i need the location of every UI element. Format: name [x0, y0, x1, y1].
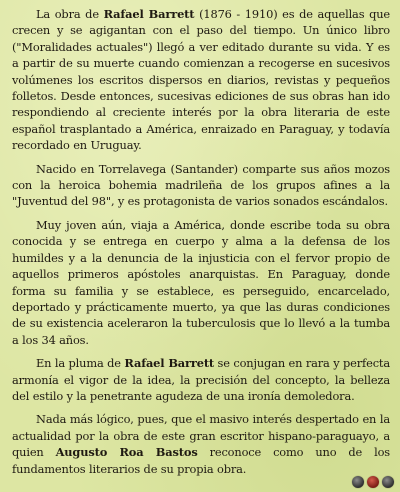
text-segment: se conjugan en rara y perfecta armonía el vigor de la idea, la precisión del concepto, la belleza del estilo y la penetrante agudeza de una ironía demoledora.: [12, 356, 390, 403]
gray-dot-icon: [352, 476, 364, 488]
paragraph-4: [12, 355, 390, 404]
text-segment: La obra de: [36, 7, 104, 21]
roa-bastos-name: Augusto Roa Bastos: [55, 445, 198, 460]
text-body: [12, 6, 390, 484]
red-dot-icon: [367, 476, 379, 488]
text-segment: En la pluma de: [36, 356, 125, 371]
author-name: Rafael Barrett: [124, 356, 215, 371]
text-segment: Nacido en Torrelavega (Santander) comparte sus años mozos con la heroica bohemia madrileña de los grupos afines a la "Juventud del 98", y es protagonista de varios sonados escándalos.: [12, 161, 390, 209]
author-name: Rafael Barrett: [103, 7, 195, 21]
paragraph-1: [12, 6, 390, 154]
paragraph-2: [12, 161, 390, 210]
gray-dot-icon: [382, 476, 394, 488]
paragraph-3: [12, 217, 390, 348]
text-segment: Nada más lógico, pues, que el masivo interés despertado en la actualidad por la obra de este gran escritor hispano-paraguayo, a quien: [12, 412, 390, 460]
text-segment: Muy joven aún, viaja a América, donde escribe toda su obra conocida y se entrega en cuerpo y alma a la defensa de los humildes y a la denuncia de la injusticia con el fervor propio de aquellos primeros apóstoles anarquistas. En Paraguay, donde forma su familia y se establece, es perseguido, encarcelado, deportado y prácticamente muerto, ya que las duras condiciones de su existencia aceleraron la tuberculosis que lo llevó a la tumba a los 34 años.: [12, 217, 390, 347]
paragraph-5: [12, 411, 390, 477]
text-segment: (1876 - 1910) es de aquellas que crecen y se agigantan con el paso del tiempo. Un único libro ("Moralidades actuales") llegó a ver editado durante su vida. Y es a partir de su muerte cuando comienzan a recogerse en sucesivos volúmenes los escritos dispersos en diarios, revistas y pequeños folletos. Desde entonces, sucesivas ediciones de sus obras han ido respondiendo al creciente interés por la obra literaria de este español trasplantado a América, enraizado en Paraguay, y todavía recordado en Uruguay.: [12, 7, 390, 153]
watermark-dots: [352, 476, 394, 488]
text-segment: reconoce como uno de los fundamentos literarios de su propia obra.: [12, 445, 390, 476]
